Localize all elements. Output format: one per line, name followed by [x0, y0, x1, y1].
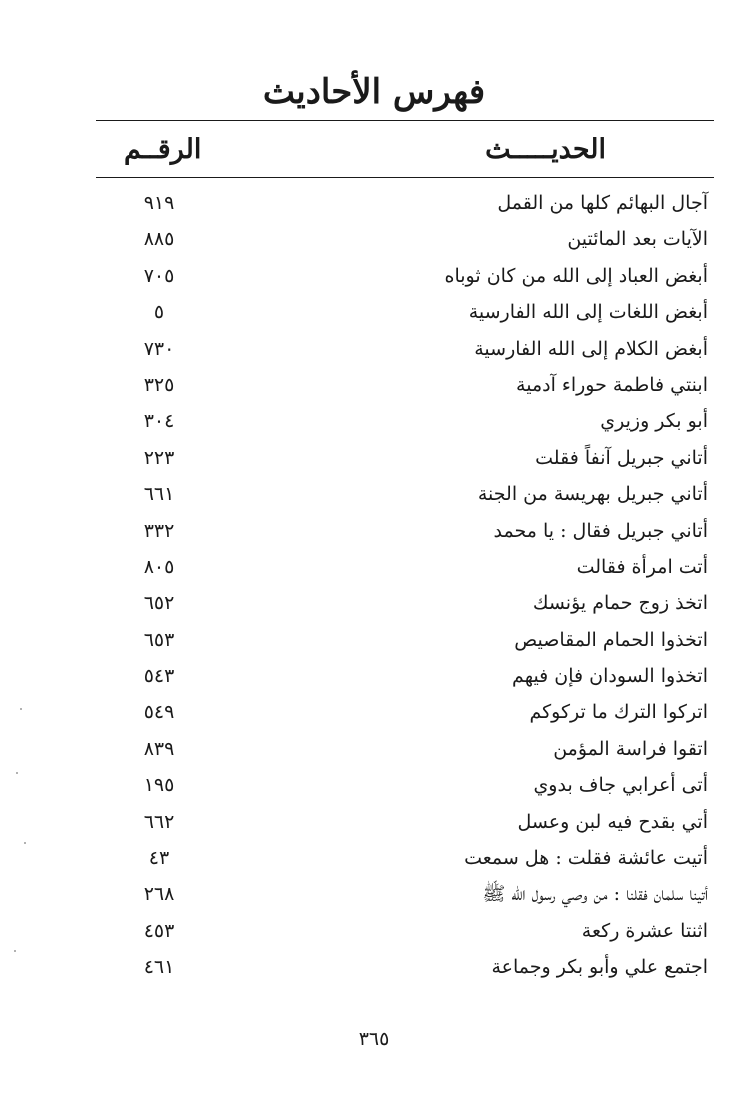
hadith-text: أتت امرأة فقالت	[576, 555, 708, 578]
table-row	[96, 622, 714, 658]
table-row	[96, 913, 714, 949]
hadith-text: أبغض الكلام إلى الله الفارسية	[474, 337, 708, 360]
hadith-text: ابنتي فاطمة حوراء آدمية	[516, 373, 708, 396]
hadith-number: ٦٥٣	[143, 628, 175, 651]
hadith-number: ٧٣٠	[143, 337, 175, 360]
hadith-number: ٣٢٥	[143, 373, 175, 396]
hadith-number: ٥٤٩	[143, 701, 175, 724]
margin-speck	[14, 950, 16, 952]
hadith-text: أبو بكر وزيري	[600, 410, 708, 433]
margin-speck	[20, 708, 22, 710]
table-row	[96, 767, 714, 803]
header-bottom-rule	[96, 177, 714, 178]
page-title: فهرس الأحاديث	[262, 72, 486, 112]
hadith-number: ٤٦١	[143, 956, 175, 979]
hadith-number: ٤٥٣	[143, 919, 175, 942]
table-row	[96, 221, 714, 257]
hadith-number: ١٩٥	[143, 774, 175, 797]
hadith-number: ٣٣٢	[143, 519, 175, 542]
table-row	[96, 585, 714, 621]
hadith-text: اجتمع علي وأبو بكر وجماعة	[491, 956, 708, 979]
hadith-number: ٥	[153, 301, 165, 324]
hadith-text: اثنتا عشرة ركعة	[581, 919, 708, 942]
hadith-number: ٢٦٨	[143, 883, 175, 906]
table-row	[96, 513, 714, 549]
table-row	[96, 876, 714, 912]
hadith-number: ٣٠٤	[143, 410, 175, 433]
hadith-text: أتينا سلمان فقلنا : من وصي رسول الله ﷺ	[482, 883, 708, 906]
table-row	[96, 658, 714, 694]
hadith-text: أتي بقدح فيه لبن وعسل	[517, 810, 708, 833]
hadith-text: اتخذوا السودان فإن فيهم	[512, 665, 708, 688]
hadith-number: ٥٤٣	[143, 665, 175, 688]
table-row	[96, 840, 714, 876]
hadith-number: ٨٣٩	[143, 737, 175, 760]
hadith-text: اتركوا الترك ما تركوكم	[529, 701, 708, 724]
hadith-text: آجال البهائم كلها من القمل	[497, 192, 708, 214]
hadith-text: أتاني جبريل بهريسة من الجنة	[477, 483, 708, 506]
page-number: ٣٦٥	[358, 1028, 390, 1050]
table-row	[96, 331, 714, 367]
table-row	[96, 367, 714, 403]
hadith-text: اتخذ زوج حمام يؤنسك	[532, 592, 708, 615]
index-table-body	[96, 185, 714, 986]
hadith-number: ٦٦٢	[143, 810, 175, 833]
hadith-number: ٨٨٥	[143, 228, 175, 251]
table-row	[96, 694, 714, 730]
hadith-number: ٧٠٥	[143, 264, 175, 287]
table-row	[96, 440, 714, 476]
hadith-text: الآيات بعد المائتين	[567, 228, 708, 251]
column-header-number: الرقــم	[124, 134, 202, 165]
hadith-number: ٨٠٥	[143, 555, 175, 578]
table-row	[96, 549, 714, 585]
table-row	[96, 804, 714, 840]
hadith-number: ٦٥٢	[143, 592, 175, 615]
hadith-text: أبغض اللغات إلى الله الفارسية	[468, 301, 708, 324]
table-row	[96, 185, 714, 221]
column-header-hadith: الحديـــــث	[485, 134, 606, 165]
hadith-text: اتخذوا الحمام المقاصيص	[514, 628, 708, 651]
margin-speck	[24, 842, 26, 844]
hadith-number: ٦٦١	[143, 483, 175, 506]
hadith-number: ٤٣	[148, 847, 170, 870]
hadith-text: أتيت عائشة فقلت : هل سمعت	[464, 847, 708, 870]
table-header	[96, 128, 714, 172]
table-row	[96, 731, 714, 767]
table-row	[96, 403, 714, 439]
hadith-text: أتاني جبريل آنفاً فقلت	[535, 446, 708, 469]
table-row	[96, 476, 714, 512]
hadith-number: ٩١٩	[143, 192, 175, 214]
hadith-text: اتقوا فراسة المؤمن	[553, 737, 708, 760]
table-row	[96, 949, 714, 985]
hadith-number: ٢٢٣	[143, 446, 175, 469]
table-row	[96, 258, 714, 294]
margin-speck	[16, 772, 18, 774]
hadith-text: أتاني جبريل فقال : يا محمد	[493, 519, 708, 542]
table-row	[96, 294, 714, 330]
hadith-text: أبغض العباد إلى الله من كان ثوباه	[444, 264, 708, 287]
hadith-text: أتى أعرابي جاف بدوي	[533, 774, 708, 797]
header-top-rule	[96, 120, 714, 121]
